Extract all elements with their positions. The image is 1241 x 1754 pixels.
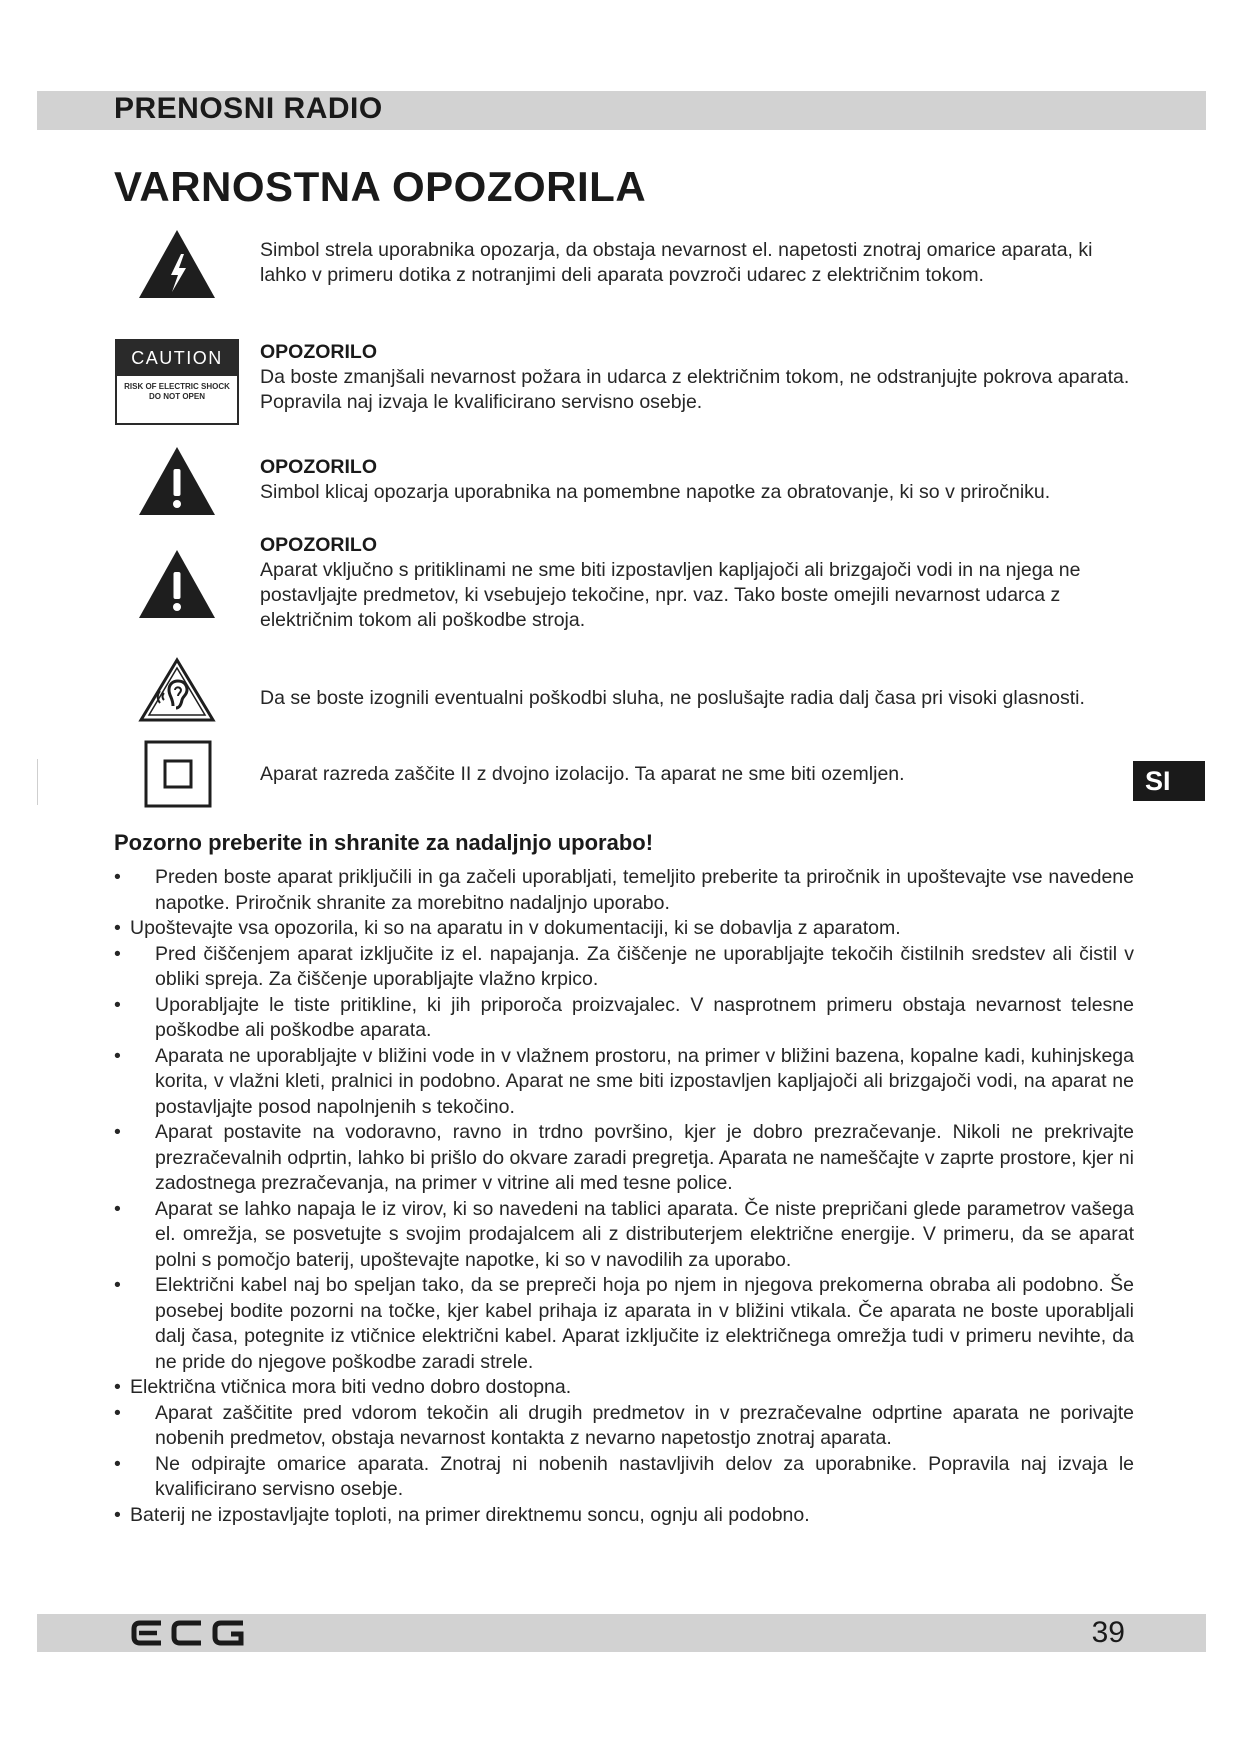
symbol-3-heading: OPOZORILO	[260, 456, 377, 478]
caution-label-line1: RISK OF ELECTRIC SHOCK	[124, 382, 230, 391]
list-item: • Električni kabel naj bo speljan tako, da se prepreči hoja po njem in njegova prekomerna obraba ali podobno. Še posebej bodite pozorni na točke, kjer kabel prihaja iz aparata in v bližini vtikala. Če aparata ne boste uporabljali dalj časa, potegnite iz vtičnice električni kabel. Aparat izključite iz električnega omrežja tudi v primeru nevihte, da ne pride do njegove poškodbe zaradi strele.	[114, 1273, 1134, 1375]
header-title: PRENOSNI RADIO	[114, 92, 383, 125]
symbol-4-description: Aparat vključno s pritiklinami ne sme biti izpostavljen kapljajoči ali brizgajoči vodi in na njega ne postavljajte predmetov, ki vsebujejo tekočine, npr. vaz. Tako boste omejili nevarnost udarca z električnim tokom ali poškodbe stroja.	[260, 559, 1081, 631]
caution-label-icon	[115, 339, 239, 425]
symbol-text-5	[260, 686, 1135, 711]
notes-list	[114, 865, 1134, 1528]
page-number: 39	[1091, 1616, 1125, 1649]
list-item: • Aparat se lahko napaja le iz virov, ki so navedeni na tablici aparata. Če niste prepričani glede parametrov vašega el. omrežja, se posvetujte s svojim prodajalcem ali z distributerjem električne energije. V primeru, da se aparat polni s pomočjo baterij, upoštevajte napotke, ki so v navodilih za uporabo.	[114, 1197, 1134, 1274]
page-title: VARNOSTNA OPOZORILA	[114, 163, 647, 210]
symbol-text-1	[260, 238, 1135, 288]
hearing-warning-icon	[137, 656, 217, 724]
symbol-2-description: Da boste zmanjšali nevarnost požara in udarca z električnim tokom, ne odstranjujte pokrova aparata. Popravila naj izvaja le kvalificirano servisno osebje.	[260, 366, 1130, 413]
list-item: • Upoštevajte vsa opozorila, ki so na aparatu in v dokumentaciji, ki se dobavlja z aparatom.	[114, 916, 1134, 942]
list-item: • Preden boste aparat priključili in ga začeli uporabljati, temeljito preberite ta priročnik in upoštevajte vse navedene napotke. Priročnik shranite za morebitno nadaljnjo uporabo.	[114, 865, 1134, 916]
list-item: • Aparat zaščitite pred vdorom tekočin ali drugih predmetov in v prezračevalne odprtine aparata ne porivajte nobenih predmetov, obstaja nevarnost kontakta z nevarno napetostjo znotraj aparata.	[114, 1401, 1134, 1452]
symbol-3-description: Simbol klicaj opozarja uporabnika na pomembne napotke za obratovanje, ki so v priročniku.	[260, 481, 1051, 503]
ecg-logo	[131, 1620, 247, 1646]
notes-heading: Pozorno preberite in shranite za nadaljnjo uporabo!	[114, 830, 654, 855]
symbol-2-heading: OPOZORILO	[260, 341, 377, 363]
list-item: • Električna vtičnica mora biti vedno dobro dostopna.	[114, 1375, 1134, 1401]
caution-label-line2: DO NOT OPEN	[148, 392, 205, 401]
list-item: • Uporabljajte le tiste pritikline, ki jih priporoča proizvajalec. V nasprotnem primeru obstaja nevarnost telesne poškodbe ali poškodbe aparata.	[114, 993, 1134, 1044]
exclamation-triangle-icon	[137, 445, 217, 517]
symbol-4-heading: OPOZORILO	[260, 534, 377, 556]
language-tab: SI	[1133, 761, 1205, 801]
symbol-text-6	[260, 762, 1135, 787]
divider	[37, 759, 38, 805]
list-item: • Aparata ne uporabljajte v bližini vode in v vlažnem prostoru, na primer v bližini bazena, kopalne kadi, kuhinjskega korita, v vlažni kleti, pralnici in podobno. Aparat ne sme biti izpostavljen kapljajoči ali brizgajoči vodi, na aparat ne postavljajte posod napolnjenih s tekočino.	[114, 1044, 1134, 1121]
list-item: • Aparat postavite na vodoravno, ravno in trdno površino, kjer je dobro prezračevanje. Nikoli ne prekrivajte prezračevalnih odprtin, lahko bi prišlo do okvare zaradi pregretja. Aparata ne nameščajte v zaprte prostore, kjer ni zadostnega prezračevanja, na primer v vitrine ali med tesne police.	[114, 1120, 1134, 1197]
list-item: • Baterij ne izpostavljajte toploti, na primer direktnemu soncu, ognju ali podobno.	[114, 1503, 1134, 1529]
symbol-6-description: Aparat razreda zaščite II z dvojno izolacijo. Ta aparat ne sme biti ozemljen.	[260, 763, 905, 785]
symbol-1-description: Simbol strela uporabnika opozarja, da obstaja nevarnost el. napetosti znotraj omarice aparata, ki lahko v primeru dotika z notranjimi deli aparata povzroči udarec z električnim tokom.	[260, 239, 1093, 286]
lightning-triangle-icon	[137, 228, 217, 300]
list-item: • Ne odpirajte omarice aparata. Znotraj ni nobenih nastavljivih delov za uporabnike. Popravila naj izvaja le kvalificirano servisno osebje.	[114, 1452, 1134, 1503]
caution-label-top: CAUTION	[117, 341, 237, 376]
exclamation-triangle-icon	[137, 548, 217, 620]
symbol-text-2	[260, 340, 1135, 415]
caution-label-sub	[117, 382, 237, 402]
symbol-text-4	[260, 533, 1135, 633]
symbol-text-3	[260, 455, 1135, 505]
double-insulation-icon	[144, 740, 212, 808]
symbol-5-description: Da se boste izognili eventualni poškodbi sluha, ne poslušajte radia dalj časa pri visoki glasnosti.	[260, 687, 1085, 709]
list-item: • Pred čiščenjem aparat izključite iz el. napajanja. Za čiščenje ne uporabljajte tekočih čistilnih sredstev ali čistil v obliki spreja. Za čiščenje uporabljajte vlažno krpico.	[114, 942, 1134, 993]
